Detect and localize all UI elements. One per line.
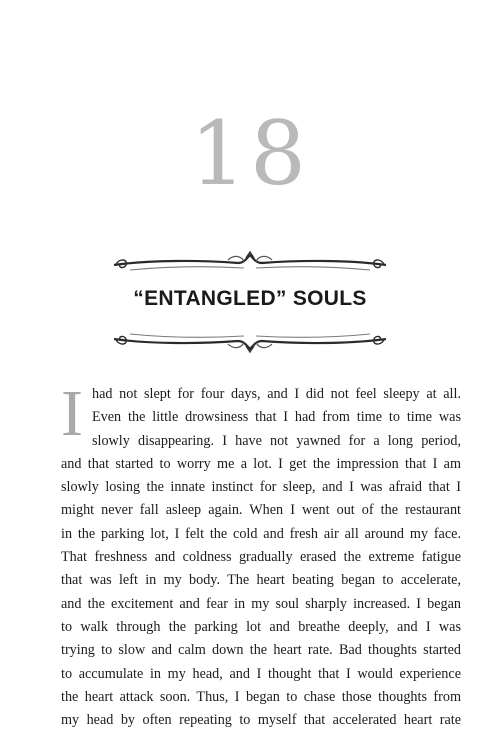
body-line: the heart attack soon. Thus, I began to chase those thoughts from <box>61 688 461 705</box>
body-line: might never fall asleep again. When I went out of the restaurant <box>61 502 461 519</box>
body-line: Even the little drowsiness that I had from time to time was <box>92 409 461 426</box>
chapter-body-text <box>61 377 461 732</box>
body-line: slowly losing the innate instinct for sleep, and I was afraid that I <box>61 479 461 496</box>
body-line: in the parking lot, I felt the cold and fresh air all around my face. <box>61 525 461 542</box>
chapter-number: 18 <box>190 102 310 205</box>
bottom-ornament-divider <box>110 328 390 354</box>
body-line: to accumulate in my head, and I thought that I would experience <box>61 665 461 682</box>
body-line: and the excitement and fear in my soul sharply increased. I began <box>61 595 461 612</box>
top-ornament-divider <box>110 250 390 276</box>
drop-cap: I <box>61 377 83 450</box>
body-line: had not slept for four days, and I did not feel sleepy at all. <box>92 386 461 402</box>
body-line: my head by often repeating to myself that accelerated heart rate <box>61 712 461 729</box>
body-line: to walk through the parking lot and breathe deeply, and I was <box>61 618 461 635</box>
body-line: and that started to worry me a lot. I get the impression that I am <box>61 455 461 472</box>
body-line: slowly disappearing. I have not yawned for a long period, <box>92 432 461 449</box>
chapter-title: “ENTANGLED” SOULS <box>133 287 367 310</box>
body-line: that was left in my body. The heart beating began to accelerate, <box>61 572 461 589</box>
body-line: That freshness and coldness gradually erased the extreme fatigue <box>61 549 461 566</box>
body-line: trying to slow and calm down the heart rate. Bad thoughts started <box>61 642 461 659</box>
